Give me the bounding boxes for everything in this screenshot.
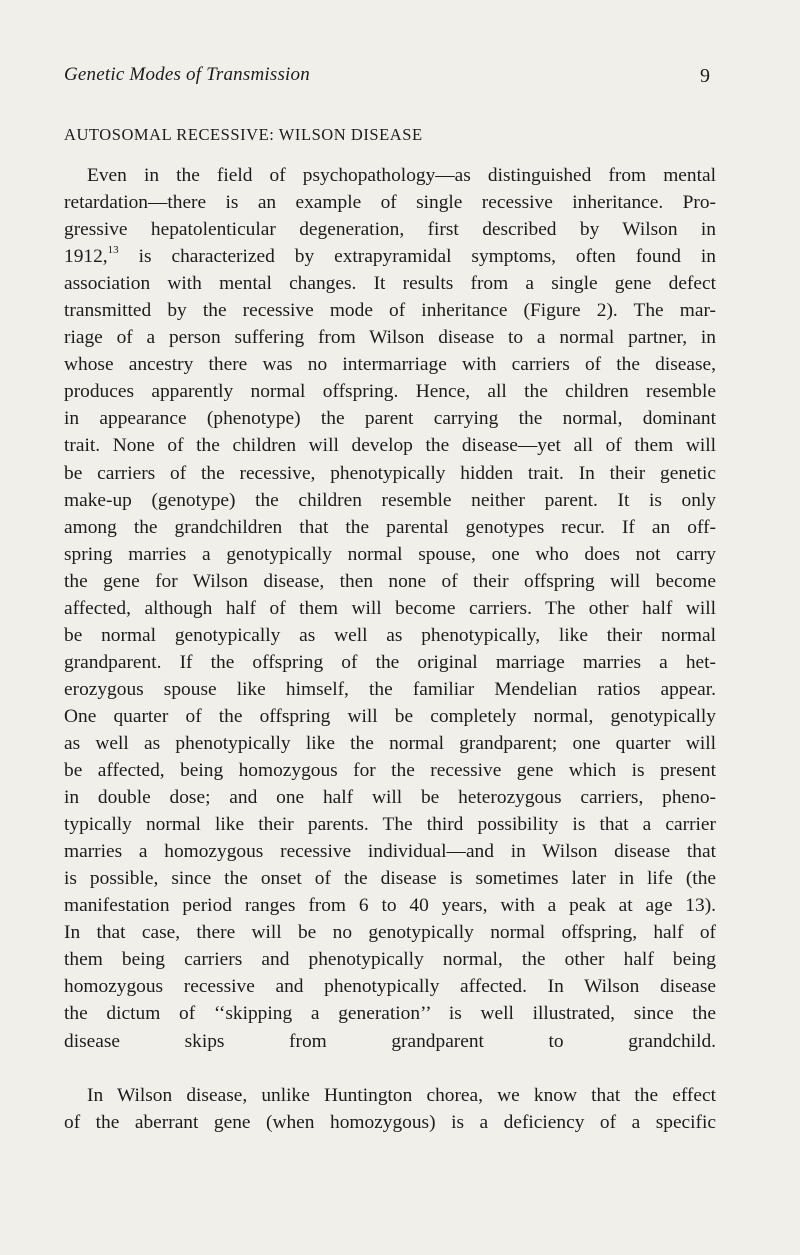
text-line: produces apparently normal offspring. Hence, all the children resemble (64, 381, 716, 403)
section-heading: AUTOSOMAL RECESSIVE: WILSON DISEASE (64, 125, 423, 144)
text-line: be carriers of the recessive, phenotypically hidden trait. In their genetic (64, 462, 716, 484)
text-fragment: is characterized by extrapyramidal symptoms, often found in (138, 246, 716, 268)
text-line: association with mental changes. It results from a single gene defect (64, 273, 716, 295)
paragraph-wilson-inheritance (64, 162, 716, 1082)
text-line: grandparent. If the offspring of the original marriage marries a het- (64, 651, 716, 673)
text-line: trait. None of the children will develop the disease—yet all of them will (64, 435, 716, 457)
text-line: typically normal like their parents. The third possibility is that a carrier (64, 814, 716, 836)
text-fragment: 1912, (64, 246, 108, 268)
text-line: affected, although half of them will become carriers. The other half will (64, 597, 716, 619)
text-line: erozygous spouse like himself, the familiar Mendelian ratios appear. (64, 678, 716, 700)
text-line: retardation—there is an example of single recessive inheritance. Pro- (64, 192, 716, 214)
text-line: spring marries a genotypically normal spouse, one who does not carry (64, 543, 716, 565)
text-line: of the aberrant gene (when homozygous) is a deficiency of a specific (64, 1111, 716, 1133)
footnote-ref: 13 (107, 244, 119, 257)
text-line: be affected, being homozygous for the recessive gene which is present (64, 760, 716, 782)
text-line: in double dose; and one half will be heterozygous carriers, pheno- (64, 787, 716, 809)
text-line: among the grandchildren that the parental genotypes recur. If an off- (64, 516, 716, 538)
text-line: in appearance (phenotype) the parent carrying the normal, dominant (64, 408, 716, 430)
text-line: whose ancestry there was no intermarriage with carriers of the disease, (64, 354, 716, 376)
text-line: make-up (genotype) the children resemble neither parent. It is only (64, 489, 716, 511)
paragraph-wilson-biochemistry (64, 1082, 716, 1136)
text-line: transmitted by the recessive mode of inheritance (Figure 2). The mar- (64, 300, 716, 322)
running-head (64, 64, 710, 90)
text-line: manifestation period ranges from 6 to 40 years, with a peak at age 13). (64, 895, 716, 917)
text-line: disease skips from grandparent to grandchild. (64, 1030, 716, 1052)
text-line: as well as phenotypically like the normal grandparent; one quarter will (64, 732, 716, 754)
text-line: them being carriers and phenotypically normal, the other half being (64, 949, 716, 971)
page-number: 9 (700, 65, 710, 87)
text-line-with-footnote (64, 243, 716, 270)
text-line: be normal genotypically as well as phenotypically, like their normal (64, 624, 716, 646)
text-line: In that case, there will be no genotypically normal offspring, half of (64, 922, 716, 944)
body-text (64, 162, 716, 1136)
text-line: homozygous recessive and phenotypically affected. In Wilson disease (64, 976, 716, 998)
text-line: is possible, since the onset of the disease is sometimes later in life (the (64, 868, 716, 890)
text-line: riage of a person suffering from Wilson disease to a normal partner, in (64, 327, 716, 349)
text-line: the gene for Wilson disease, then none of their offspring will become (64, 570, 716, 592)
text-line: gressive hepatolenticular degeneration, first described by Wilson in (64, 219, 716, 241)
text-line: marries a homozygous recessive individual—and in Wilson disease that (64, 841, 716, 863)
text-line: Even in the field of psychopathology—as distinguished from mental (87, 165, 716, 186)
text-line: In Wilson disease, unlike Huntington chorea, we know that the effect (87, 1084, 716, 1106)
text-line (64, 1055, 716, 1082)
running-title: Genetic Modes of Transmission (64, 64, 310, 85)
text-line: One quarter of the offspring will be completely normal, genotypically (64, 705, 716, 727)
text-line: the dictum of ‘‘skipping a generation’’ is well illustrated, since the (64, 1003, 716, 1025)
